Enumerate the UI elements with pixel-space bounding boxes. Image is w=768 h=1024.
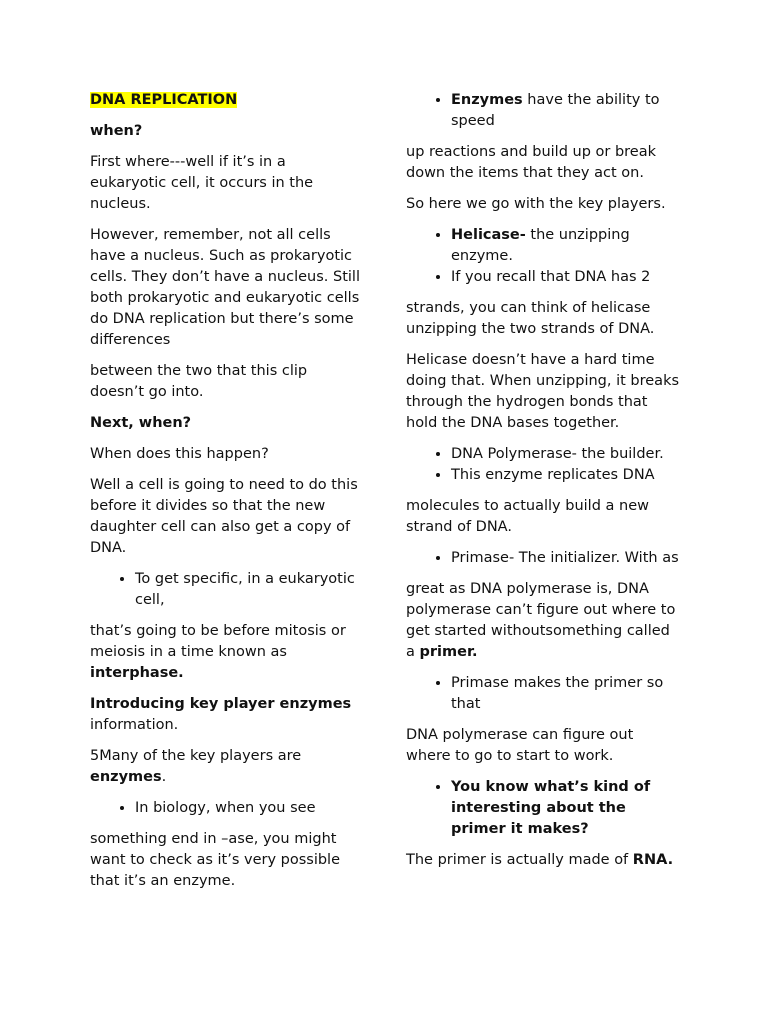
when-heading: when? <box>90 123 143 139</box>
bullet-list <box>406 673 680 715</box>
paragraph: The primer is actually made of RNA. <box>406 852 674 868</box>
bullet-item: • Helicase- the unzipping enzyme. <box>451 225 680 267</box>
paragraph: that’s going to be before mitosis or meiosis in a time known as interphase. <box>90 623 346 681</box>
paragraph: First where---well if it’s in a eukaryotic cell, it occurs in the nucleus. <box>90 154 314 212</box>
paragraph: between the two that this clip doesn’t go into. <box>90 363 308 400</box>
paragraph: However, remember, not all cells have a nucleus. Such as prokaryotic cells. They don’t have a nucleus. Still both prokaryotic and eukaryotic cells do DNA replication but there’s some differences <box>90 227 360 348</box>
bullet-list <box>406 548 680 569</box>
bullet-item: • You know what’s kind of interesting about the primer it makes? <box>451 777 680 840</box>
doc-title-line <box>90 90 362 111</box>
bullet-item: • If you recall that DNA has 2 <box>451 267 680 288</box>
bullet-list <box>406 90 680 132</box>
bullet-item: • To get specific, in a eukaryotic cell, <box>135 569 362 611</box>
right-column <box>406 90 680 881</box>
bullet-item: • This enzyme replicates DNA <box>451 465 680 486</box>
paragraph: Helicase doesn’t have a hard time doing that. When unzipping, it breaks through the hydrogen bonds that hold the DNA bases together. <box>406 352 680 431</box>
paragraph: great as DNA polymerase is, DNA polymerase can’t figure out where to get started withoutsomething called a primer. <box>406 581 676 660</box>
bullet-item: • Primase- The initializer. With as <box>451 548 680 569</box>
paragraph: something end in –ase, you might want to check as it’s very possible that it’s an enzyme. <box>90 831 341 889</box>
bullet-list <box>90 798 362 819</box>
paragraph: So here we go with the key players. <box>406 196 666 212</box>
paragraph: When does this happen? <box>90 446 269 462</box>
paragraph: Well a cell is going to need to do this before it divides so that the new daughter cell can also get a copy of DNA. <box>90 477 358 556</box>
paragraph: 5Many of the key players are enzymes. <box>90 748 302 785</box>
bullet-list <box>406 777 680 840</box>
left-column <box>90 90 362 902</box>
paragraph: molecules to actually build a new strand of DNA. <box>406 498 649 535</box>
paragraph: up reactions and build up or break down the items that they act on. <box>406 144 657 181</box>
doc-title: DNA REPLICATION <box>90 92 238 108</box>
next-when-heading: Next, when? <box>90 415 192 431</box>
bullet-list <box>406 225 680 288</box>
bullet-item: • Enzymes have the ability to speed <box>451 90 680 132</box>
paragraph: DNA polymerase can figure out where to go to start to work. <box>406 727 634 764</box>
bullet-item: • Primase makes the primer so that <box>451 673 680 715</box>
bullet-item: • In biology, when you see <box>135 798 362 819</box>
bullet-list <box>90 569 362 611</box>
bullet-item: • DNA Polymerase- the builder. <box>451 444 680 465</box>
paragraph: strands, you can think of helicase unzipping the two strands of DNA. <box>406 300 655 337</box>
paragraph: Introducing key player enzymes information. <box>90 696 352 733</box>
bullet-list <box>406 444 680 486</box>
